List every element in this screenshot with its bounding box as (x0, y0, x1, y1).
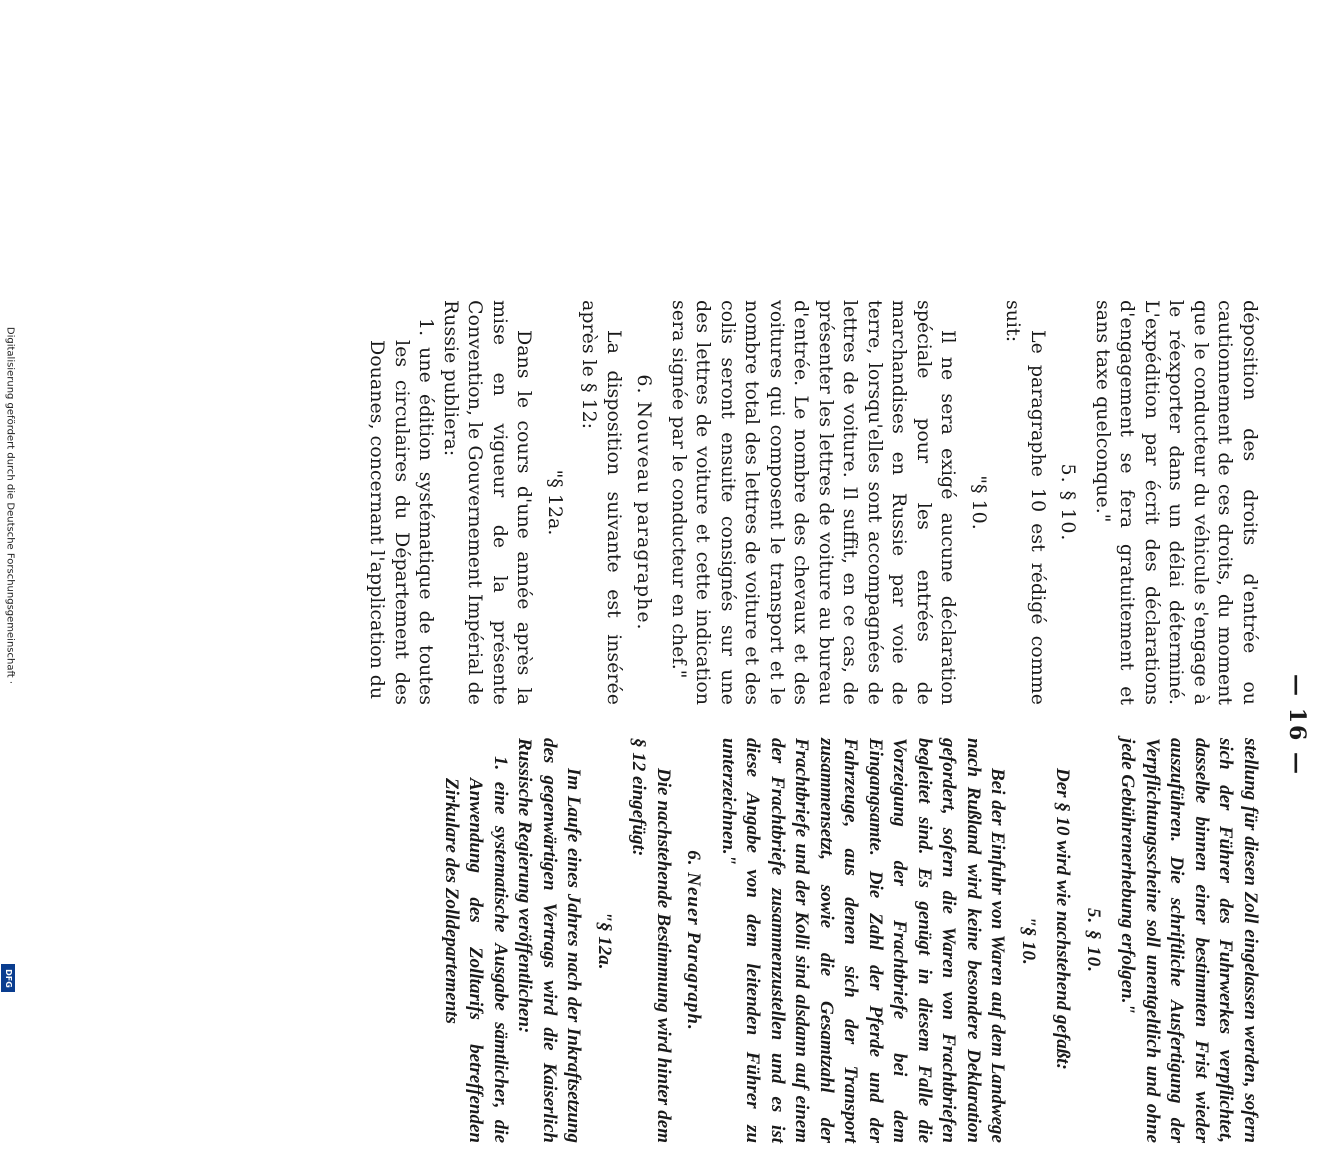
german-section-10-title: "§ 10. (1018, 916, 1039, 965)
french-section-12a-body: Dans le cours d'une année après la mise en vigueur de la présente Convention, le Gouvernement Impérial de Russie publiera: (440, 300, 536, 705)
german-section-5-intro: Der § 10 wird wie nachstehend gefaßt: (1052, 768, 1074, 1070)
french-section-6-intro: La disposition suivante est insérée après le § 12: (578, 300, 625, 705)
french-section-10-title: "§ 10. (968, 475, 990, 530)
german-section-10-body: Bei der Einfuhr von Waren auf dem Landwege nach Rußland wird keine besondere Deklaration gefordert, sofern die Waren von Frachtbriefen begleitet sind. Es genügt in diesem Falle die Vorzeigung der Frachtbriefe bei dem Eingangsamte. Die Zahl der Pferde und der Fahrzeuge, aus denen sich der Transport zusammensetzt, sowie die Gesamtzahl der Frachtbriefe und der Kolli sind alsdann auf einem der Frachtbriefe zusammenzustellen und es ist diese Angabe von dem leitenden Führer zu unterzeichnen." (718, 738, 1009, 1143)
french-section-10-body: Il ne sera exigé aucune déclaration spéciale pour les entrées de marchandises en Russie par voie de terre, lorsqu'elles sont accompagnées de lettres de voiture. Il suffit, en ce cas, de présenter les lettres de voiture au bureau d'entrée. Le nombre des chevaux et des voitures qui composent le transport et le nombre total des lettres de voiture et des colis seront ensuite consignés sur une des lettres de voiture et cette indication sera signée par le conducteur en chef." (668, 300, 960, 705)
german-column (439, 738, 1263, 1143)
german-paragraph-continuation: stellung für diesen Zoll eingelassen werden, sofern sich der Führer des Fuhrwerkes verpflichtet, dasselbe binnen einer bestimmten Frist wieder auszuführen. Die schriftliche Ausfertigung der Verpflichtungsscheine soll unentgeltlich und ohne jede Gebührenerhebung erfolgen." (1117, 738, 1261, 1143)
german-section-6-intro: Die nachstehende Bestimmung wird hinter dem § 12 eingefügt: (628, 738, 674, 1143)
dfg-logo (1, 964, 15, 992)
german-section-12a-body: Im Laufe eines Jahres nach der Inkraftsetzung des gegenwärtigen Vertrags wird die Kaiserlich Russische Regierung veröffentlichen: (514, 738, 585, 1143)
document-page (260, 300, 1310, 1150)
german-list-item-1: 1. eine systematische Ausgabe sämtlicher, die Anwendung des Zolltarifs betreffenden Zirkulare des Zolldepartements (441, 756, 511, 1143)
digitization-note: Digitalisierung gefördert durch die Deutsche Forschungsgemeinschaft · (4, 326, 16, 685)
french-section-12a-title: "§ 12a. (544, 469, 566, 536)
french-heading-section-5: 5. § 10. (1057, 463, 1080, 542)
digitization-strip (0, 0, 16, 1000)
french-list-item-1: 1. une édition systématique de toutes les circulaires du Département des Douanes, concernant l'application du (366, 318, 438, 705)
french-heading-section-6: 6. Nouveau paragraphe. (633, 374, 656, 631)
german-section-12a-title: "§ 12a. (594, 911, 615, 970)
french-column (365, 300, 1262, 705)
german-heading-section-5: 5. § 10. (1083, 908, 1104, 973)
french-paragraph-continuation: déposition des droits d'entrée ou cautionnement de ces droits, du moment que le conducteur du véhicule s'engage à le réexporter dans un délai déterminé. L'expédition par écrit des déclarations d'engagement se fera gratuitement et sans taxe quelconque." (1092, 300, 1261, 705)
german-heading-section-6: 6. Neuer Paragraph. (683, 850, 705, 1031)
dfg-logo-text: DFG (3, 968, 13, 988)
french-section-5-intro: Le paragraphe 10 est rédigé comme suit: (1002, 300, 1049, 705)
page-number: — 16 — (1284, 674, 1310, 776)
